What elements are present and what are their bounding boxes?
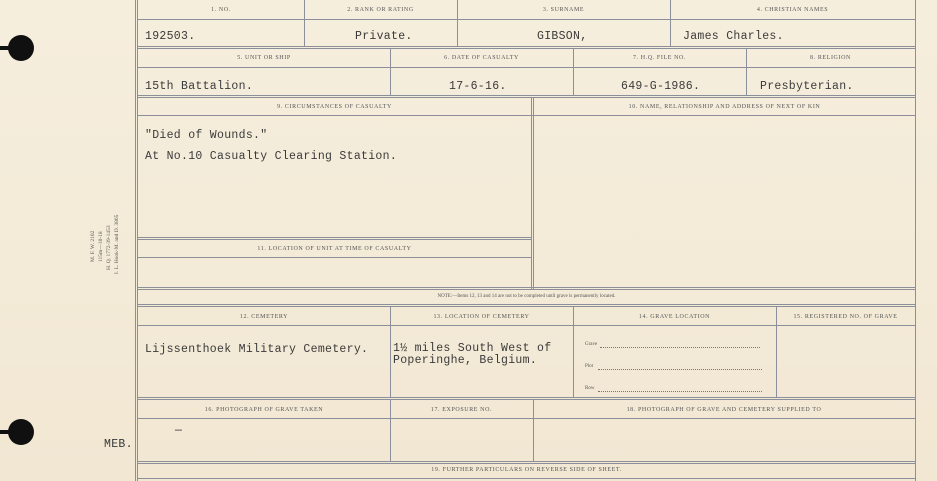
- row-dotline: [598, 391, 762, 392]
- divider: [531, 97, 534, 289]
- value-cemetery: Lijssenthoek Military Cemetery.: [145, 343, 369, 356]
- header-location-cemetery: 13. LOCATION OF CEMETERY: [433, 314, 530, 320]
- header-religion: 8. RELIGION: [810, 55, 851, 61]
- value-no: 192503.: [145, 30, 196, 43]
- divider: [390, 307, 391, 397]
- rule: [138, 478, 915, 479]
- header-christian: 4. CHRISTIAN NAMES: [756, 7, 829, 13]
- punch-hole-bottom: [8, 419, 34, 445]
- side-text-2: 115m—10-18: [98, 231, 104, 262]
- grave-label: Grave: [585, 342, 598, 347]
- header-exposure: 17. EXPOSURE NO.: [430, 407, 493, 413]
- header-location-unit: 11. LOCATION OF UNIT AT TIME OF CASUALTY: [257, 246, 412, 252]
- rule: [138, 304, 915, 307]
- value-initials: MEB.: [104, 438, 133, 451]
- header-grave-location: 14. GRAVE LOCATION: [638, 314, 711, 320]
- grave-dotline: [600, 347, 760, 348]
- value-hq-file: 649-G-1986.: [621, 80, 701, 93]
- value-christian: James Charles.: [683, 30, 784, 43]
- rule: [138, 461, 915, 464]
- rule: [138, 257, 531, 258]
- header-unit: 5. UNIT OR SHIP: [237, 55, 291, 61]
- side-text-1: M. F. W. 2102: [90, 230, 96, 262]
- rule: [138, 237, 531, 240]
- right-border: [915, 0, 916, 481]
- header-date: 6. DATE OF CASUALTY: [444, 55, 519, 61]
- value-location-2: Poperinghe, Belgium.: [393, 354, 538, 367]
- plot-dotline: [598, 369, 762, 370]
- rule: [138, 397, 915, 400]
- value-circumstances-2: At No.10 Casualty Clearing Station.: [145, 150, 398, 163]
- divider: [776, 307, 777, 397]
- note-text: NOTE:—Items 12, 13 and 14 are not to be completed until grave is permanently located.: [437, 294, 616, 299]
- value-circumstances-1: "Died of Wounds.": [145, 129, 268, 142]
- header-photo-taken: 16. PHOTOGRAPH OF GRAVE TAKEN: [204, 407, 324, 413]
- rule: [138, 325, 915, 326]
- divider: [573, 307, 574, 397]
- rule: [138, 418, 915, 419]
- header-next-of-kin: 10. NAME, RELATIONSHIP AND ADDRESS OF NEXT OF KIN: [628, 104, 821, 110]
- header-hq-file: 7. H.Q. FILE NO.: [632, 55, 687, 61]
- header-registered-no: 15. REGISTERED NO. OF GRAVE: [793, 314, 898, 320]
- value-religion: Presbyterian.: [760, 80, 854, 93]
- header-circumstances: 9. CIRCUMSTANCES OF CASUALTY: [277, 104, 392, 110]
- value-surname: GIBSON,: [537, 30, 588, 43]
- side-text-4: I. L. Hook-M. and D. 3865: [114, 214, 120, 274]
- punch-hole-top: [8, 35, 34, 61]
- rule: [138, 46, 915, 49]
- rule: [138, 19, 915, 20]
- rule: [138, 115, 915, 116]
- header-further: 19. FURTHER PARTICULARS ON REVERSE SIDE OF SHEET.: [431, 467, 622, 473]
- header-cemetery: 12. CEMETERY: [239, 314, 289, 320]
- rule: [138, 67, 915, 68]
- rule: [138, 287, 915, 290]
- row-label: Row: [585, 386, 595, 391]
- side-text-3: H. Q. 1772-39-1453: [106, 225, 112, 270]
- header-rank: 2. RANK OR RATING: [347, 7, 414, 13]
- value-date: 17-6-16.: [449, 80, 507, 93]
- plot-label: Plot: [585, 364, 594, 369]
- value-unit: 15th Battalion.: [145, 80, 254, 93]
- rule: [138, 95, 915, 98]
- header-no: 1. NO.: [211, 7, 231, 13]
- value-photo-taken: —: [175, 424, 183, 437]
- header-photo-supplied: 18. PHOTOGRAPH OF GRAVE AND CEMETERY SUPPLIED TO: [626, 407, 822, 413]
- value-location-1: 1½ miles South West of: [393, 342, 552, 355]
- header-surname: 3. SURNAME: [542, 7, 585, 13]
- value-rank: Private.: [355, 30, 413, 43]
